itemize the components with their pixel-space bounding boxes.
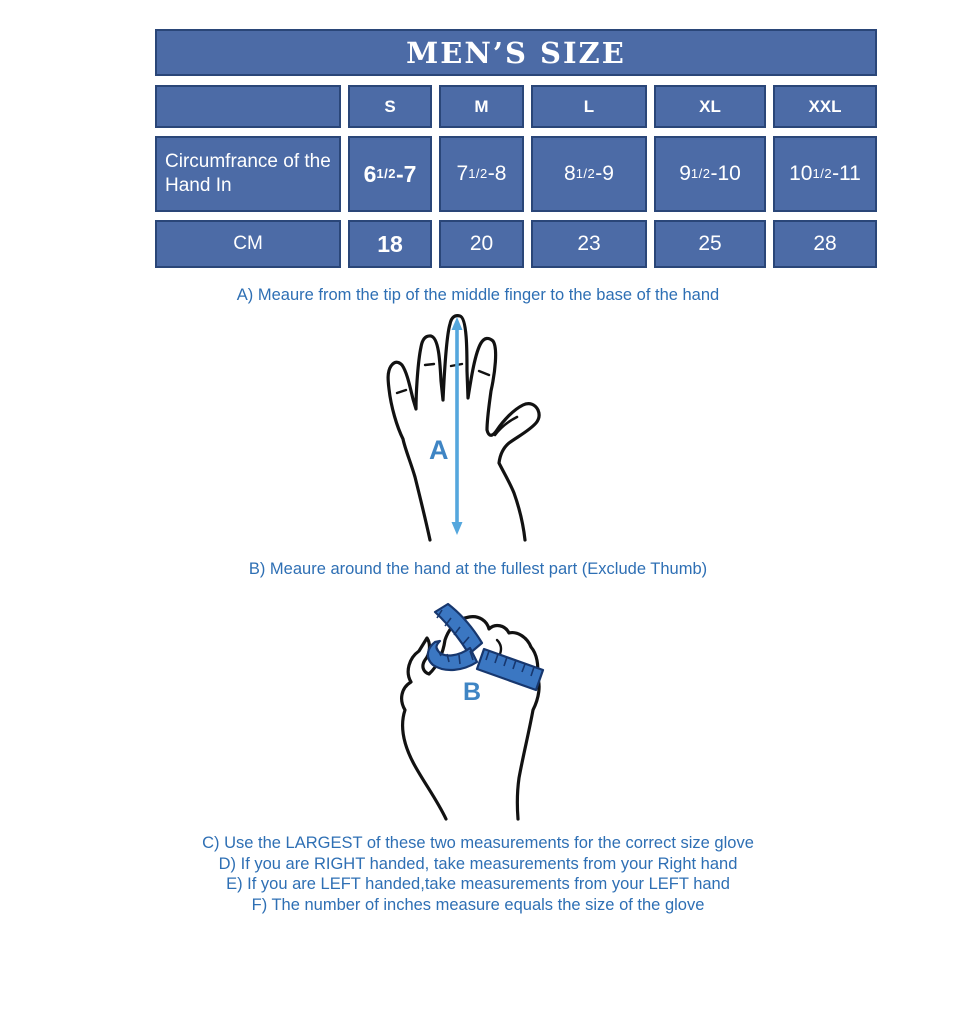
footer-line-f: F) The number of inches measure equals the size of the glove	[251, 895, 705, 914]
instruction-a: A) Meaure from the tip of the middle finger to the base of the hand	[236, 286, 720, 304]
size-cell-xxl-cm: 28	[773, 220, 877, 268]
footer-line-c: C) Use the LARGEST of these two measurements for the correct size glove	[202, 834, 754, 852]
mens-size-table	[155, 29, 877, 268]
size-cell-xl-cm: 25	[654, 220, 766, 268]
size-cell-s-inches: 6 1/2 -7	[348, 136, 432, 212]
size-cell-m-inches: 7 1/2 -8	[439, 136, 524, 212]
open-hand-illustration	[388, 316, 539, 540]
instruction-b: B) Meaure around the hand at the fullest part (Exclude Thumb)	[248, 560, 708, 578]
fist-measure-figure	[385, 588, 590, 833]
column-header-xl: XL	[654, 85, 766, 128]
table-corner-cell	[155, 85, 341, 128]
size-cell-xxl-inches: 10 1/2 -11	[773, 136, 877, 212]
footer-line-d: D) If you are RIGHT handed, take measurements from your Right hand	[218, 854, 738, 873]
size-cell-s-cm: 18	[348, 220, 432, 268]
hand-measure-figure	[363, 311, 583, 551]
column-header-m: M	[439, 85, 524, 128]
fist-tape-label: B	[463, 678, 482, 706]
row-label: Circumfrance of the Hand In	[155, 136, 341, 212]
table-title: MEN’S SIZE	[155, 29, 877, 76]
hand-arrow-label: A	[429, 435, 449, 465]
size-grid	[155, 85, 877, 268]
size-cell-l-inches: 8 1/2 -9	[531, 136, 647, 212]
column-header-xxl: XXL	[773, 85, 877, 128]
footer-instructions	[0, 833, 956, 915]
size-cell-m-cm: 20	[439, 220, 524, 268]
footer-line-e: E) If you are LEFT handed,take measurements from your LEFT hand	[226, 875, 730, 893]
row-label: CM	[155, 220, 341, 268]
size-cell-xl-inches: 9 1/2 -10	[654, 136, 766, 212]
column-header-l: L	[531, 85, 647, 128]
size-cell-l-cm: 23	[531, 220, 647, 268]
column-header-s: S	[348, 85, 432, 128]
